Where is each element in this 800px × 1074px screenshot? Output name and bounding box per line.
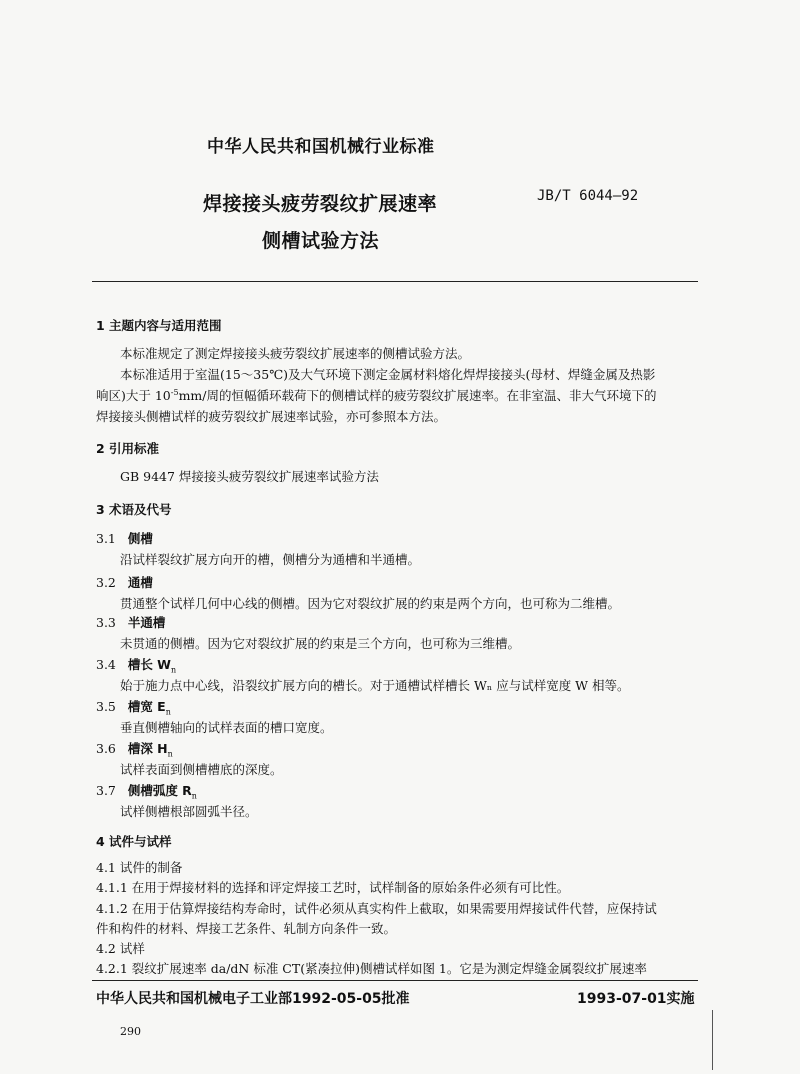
subsection-4-1: 4.1 试件的制备 [96,860,183,875]
page-edge-mark [712,1010,713,1070]
effective-date: 1993-07-01实施 [577,991,695,1007]
page-number: 290 [120,1025,141,1038]
term-3-1: 3.1 侧槽 [96,531,153,546]
term-3-6: 3.6 槽深 $H_n$ [96,741,173,759]
section-3-heading: 3 术语及代号 [96,502,172,517]
term-3-3-definition: 未贯通的侧槽。因为它对裂纹扩展的约束是三个方向，也可称为三维槽。 [120,636,521,651]
approval-statement: 中华人民共和国机械电子工业部1992-05-05批准 [96,991,410,1007]
term-3-6-definition: 试样表面到侧槽槽底的深度。 [120,762,283,777]
section-1-paragraph-2-line1: 本标准适用于室温(15～35℃)及大气环境下测定金属材料熔化焊焊接接头(母材、焊缝金属及热影 [120,367,656,382]
term-3-4: 3.4 槽长 $W_n$ [96,657,177,675]
term-3-3: 3.3 半通槽 [96,615,166,630]
clause-4-1-2-line2: 件和构件的材料、焊接工艺条件、轧制方向条件一致。 [96,921,397,936]
document-title-line1: 焊接接头疲劳裂纹扩展速率 [203,193,438,215]
term-3-7: 3.7 侧槽弧度 $R_n$ [96,783,197,801]
term-3-4-definition: 始于施力点中心线，沿裂纹扩展方向的槽长。对于通槽试样槽长 Wₙ 应与试样宽度 W 相等。 [120,678,630,693]
term-3-1-definition: 沿试样裂纹扩展方向开的槽，侧槽分为通槽和半通槽。 [120,552,421,567]
clause-4-1-2-line1: 4.1.2 在用于估算焊接结构寿命时，试件必须从真实构件上截取，如果需要用焊接试件代替，应保持试 [96,901,657,916]
subsection-4-2: 4.2 试样 [96,941,145,956]
section-1-paragraph-2-line2: 响区)大于 $10^{-5}mm/$周的恒幅循环载荷下的侧槽试样的疲劳裂纹扩展速率。在非室温、非大气环境下的 [96,387,657,403]
standard-code: JB/T 6044—92 [537,188,639,204]
section-1-paragraph-2-line3: 焊接接头侧槽试样的疲劳裂纹扩展速率试验，亦可参照本方法。 [96,409,447,424]
clause-4-2-1: 4.2.1 裂纹扩展速率 da/dN 标准 CT(紧凑拉伸)侧槽试样如图 1。它是为测定焊缝金属裂纹扩展速率 [96,961,647,976]
section-2-heading: 2 引用标准 [96,441,160,456]
section-2-reference: GB 9447 焊接接头疲劳裂纹扩展速率试验方法 [120,469,379,484]
clause-4-1-1: 4.1.1 在用于焊接材料的选择和评定焊接工艺时，试样制备的原始条件必须有可比性。 [96,880,570,895]
footer-rule [92,980,698,981]
section-4-heading: 4 试件与试样 [96,834,172,849]
document-title-line2: 侧槽试验方法 [262,230,380,252]
section-1-paragraph-1: 本标准规定了测定焊接接头疲劳裂纹扩展速率的侧槽试验方法。 [120,346,471,361]
term-3-2: 3.2 通槽 [96,575,153,590]
header-rule [92,281,698,282]
term-3-5: 3.5 槽宽 $E_n$ [96,699,171,717]
section-1-heading: 1 主题内容与适用范围 [96,318,222,333]
term-3-7-definition: 试样侧槽根部圆弧半径。 [120,804,258,819]
standard-org-header: 中华人民共和国机械行业标准 [207,137,435,157]
term-3-5-definition: 垂直侧槽轴向的试样表面的槽口宽度。 [120,720,333,735]
term-3-2-definition: 贯通整个试样几何中心线的侧槽。因为它对裂纹扩展的约束是两个方向，也可称为二维槽。 [120,596,621,611]
